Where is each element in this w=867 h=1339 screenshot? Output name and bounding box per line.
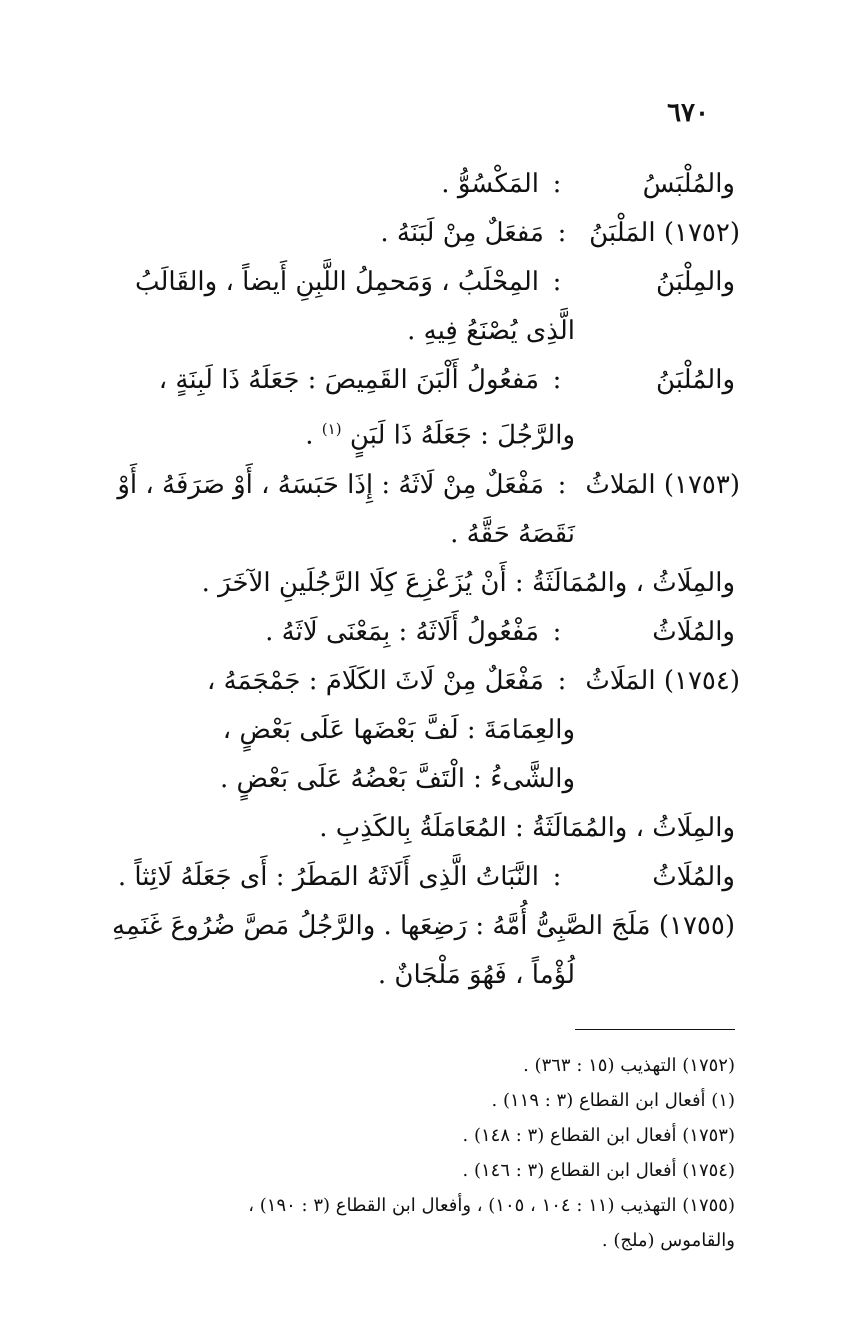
entry-colon: : — [552, 267, 562, 297]
entry-definition: المِحْلَبُ ، وَمَحمِلُ اللَّبِنِ أَيضاً ، والقَالَبُ — [134, 267, 539, 297]
entry-colon: : — [552, 861, 562, 892]
entry-mulban — [75, 356, 735, 461]
entry-continuation: والشَّىءُ : الْتَفَّ بَعْضُهُ عَلَى بَعْضٍ . — [220, 763, 575, 794]
entry-headword: (١٧٥٣) المَلاثُ — [585, 469, 740, 500]
entry-headword: والمِلْبَنُ — [656, 267, 735, 297]
entry-colon: : — [557, 469, 567, 500]
continuation-end: . — [305, 420, 322, 451]
entry-full-line: والمِلَاثُ ، والمُمَالَثَةُ : أَنْ يُزَعْزِعَ كِلَا الرَّجُلَينِ الآخَرَ . — [201, 567, 735, 598]
entry-continuation — [75, 405, 735, 461]
entry-definition: مَفْعُولُ أَلَاثَهُ : بِمَعْنَى لَاثَهُ . — [265, 616, 539, 647]
entry-definition: مَفعَلٌ مِنْ لَبَنَهُ . — [380, 218, 544, 248]
page-number: ٦٧٠ — [667, 98, 709, 128]
footnote-line: (١) أفعال ابن القطاع (٣ : ١١٩) . — [491, 1090, 735, 1111]
entry-mulath — [75, 608, 735, 657]
footnote-line: (١٧٥٥) التهذيب (١١ : ١٠٤ ، ١٠٥) ، وأفعال ابن القطاع (٣ : ١٩٠) ، — [248, 1195, 735, 1216]
entry-milath-muamala — [75, 804, 735, 853]
entry-mulath-nabat — [75, 853, 735, 902]
entry-colon: : — [557, 218, 567, 248]
entry-continuation: لُؤْماً ، فَهُوَ مَلْجَانٌ . — [377, 959, 575, 990]
footnote-line: (١٧٥٤) أفعال ابن القطاع (٣ : ١٤٦) . — [462, 1160, 735, 1181]
entry-headword: والمُلَاثُ — [652, 616, 735, 647]
entry-headword: والمُلَاثُ — [652, 861, 735, 892]
entry-headword: (١٧٥٢) المَلْبَنُ — [589, 218, 740, 248]
entry-colon: : — [552, 169, 562, 199]
entry-1755-malaja — [75, 902, 735, 1000]
entry-1752-malban — [75, 209, 740, 258]
footnote-line: (١٧٥٢) التهذيب (١٥ : ٣٦٣) . — [523, 1055, 735, 1076]
entry-1753-malath — [75, 461, 740, 559]
entry-headword: (١٧٥٤) المَلَاثُ — [585, 665, 740, 696]
entry-milban — [75, 258, 735, 356]
entry-1754-malath — [75, 657, 740, 804]
entry-full-line: (١٧٥٥) مَلَجَ الصَّبِىُّ أُمَّهُ : رَضِعَها . والرَّجُلُ مَصَّ ضُرُوعَ غَنَمِهِ — [111, 910, 735, 941]
entry-milath-mumalatha — [75, 559, 735, 608]
entry-definition: مَفْعَلٌ مِنْ لَاثَ الكَلَامَ : جَمْجَمَهُ ، — [206, 665, 544, 696]
entry-continuation: نَقَصَهُ حَقَّهُ . — [450, 518, 575, 549]
entry-headword: والمُلْبَسُ — [642, 169, 735, 199]
entry-continuation: الَّذِى يُصْنَعُ فِيهِ . — [407, 316, 575, 346]
continuation-text: والرَّجُلَ : جَعَلَهُ ذَا لَبَنٍ — [349, 420, 575, 451]
entry-definition: النَّبَاتُ الَّذِى أَلَاثَهُ المَطَرُ : أَى جَعَلَهُ لَائِثاً . — [117, 861, 539, 892]
entry-definition: مَفْعَلٌ مِنْ لَاثَهُ : إِذَا حَبَسَهُ ، أَوْ صَرَفَهُ ، أَوْ — [117, 469, 544, 500]
footnote-ref: (١) — [321, 420, 342, 438]
dictionary-entries — [75, 160, 740, 1000]
entry-full-line: والمِلَاثُ ، والمُمَالَثَةُ : المُعَامَلَةُ بِالكَذِبِ . — [319, 812, 735, 843]
footnote-line: والقاموس (ملج) . — [601, 1230, 735, 1251]
entry-colon: : — [557, 665, 567, 696]
entry-continuation: والعِمَامَةَ : لَفَّ بَعْضَها عَلَى بَعْضٍ ، — [222, 714, 575, 745]
entry-definition: مَفعُولُ أَلْبَنَ القَمِيصَ : جَعَلَهُ ذَا لَبِنَةٍ ، — [158, 365, 539, 395]
footnote-separator — [575, 1029, 735, 1030]
entry-definition: المَكْسُوُّ . — [441, 169, 539, 199]
entry-headword: والمُلْبَنُ — [656, 365, 735, 395]
entry-colon: : — [552, 616, 562, 647]
entry-colon: : — [552, 365, 562, 395]
footnote-line: (١٧٥٣) أفعال ابن القطاع (٣ : ١٤٨) . — [462, 1125, 735, 1146]
footnotes — [65, 1048, 735, 1258]
entry-mulbas — [75, 160, 735, 209]
